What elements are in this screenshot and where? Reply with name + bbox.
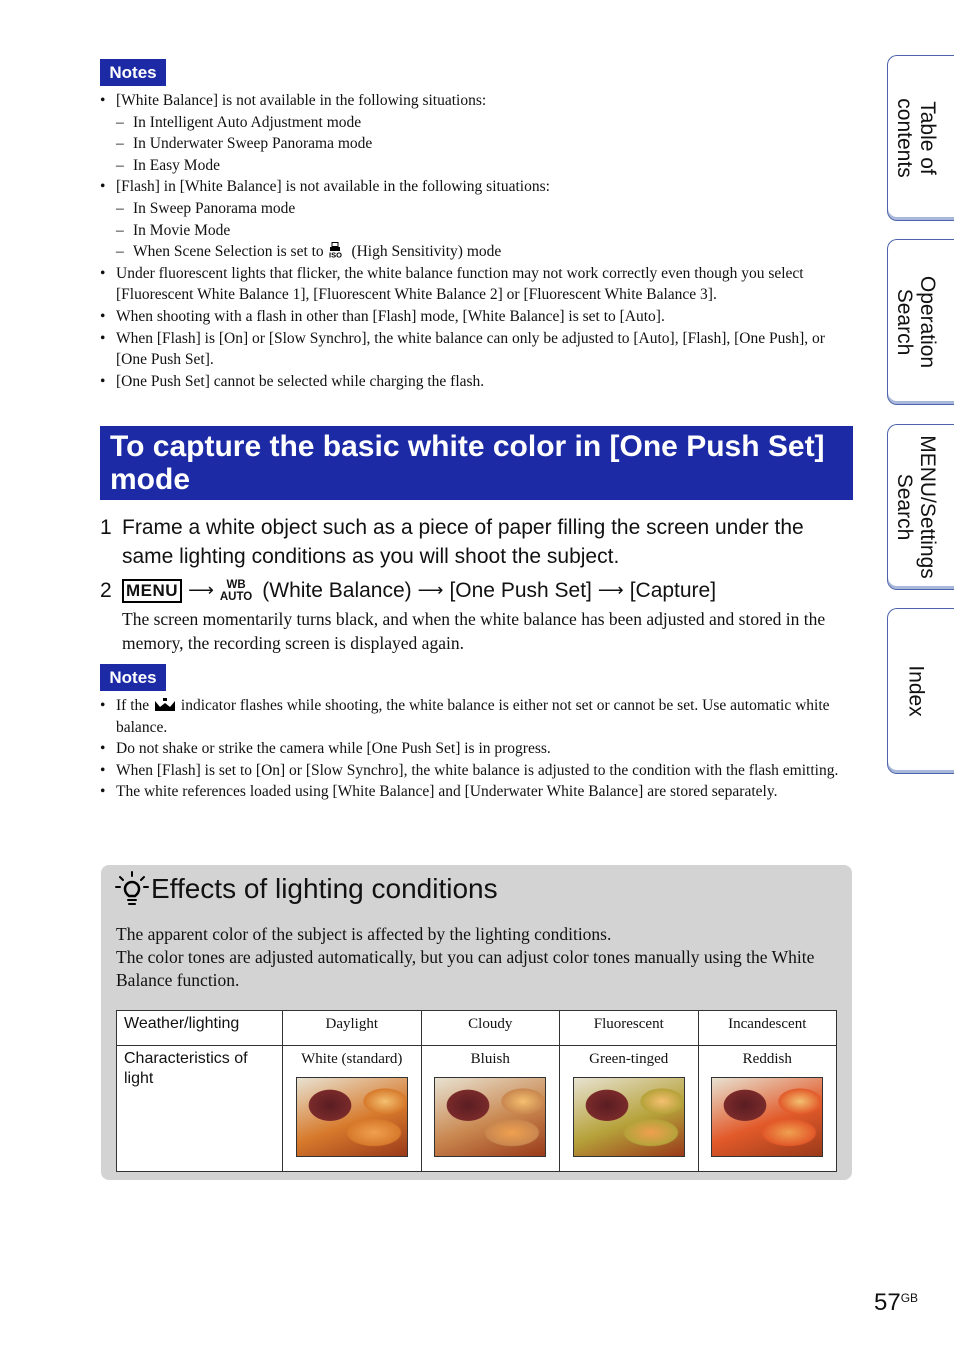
sub-list [116,198,852,263]
arrow-right-icon: ⟶ [417,580,444,600]
row-header: Characteristics of light [117,1046,283,1172]
tip-body [116,923,836,993]
step-instruction [122,576,855,605]
step-2-description: The screen momentarily turns black, and when the white balance has been adjusted and stored in the memory, the recording screen is displayed again. [122,609,826,653]
sub-text: When Scene Selection is set to [133,243,324,261]
note-text: indicator flashes while shooting, the white balance is either not set or cannot be set. Use automatic white balance. [116,697,830,736]
note-text: [Flash] in [White Balance] is not available in the following situations: [116,178,550,196]
list-item: • Do not shake or strike the camera while [One Push Set] is in progress. [100,738,852,760]
tip-box [101,865,852,1180]
sub-item: – In Movie Mode [116,220,852,242]
step-number: 1 [100,516,112,539]
tab-label: Index [904,665,928,717]
table-cell: Incandescent [698,1011,837,1046]
list-item: • When [Flash] is set to [On] or [Slow Synchro], the white balance is adjusted to the condition with the flash emitting. [100,760,852,782]
sample-photo-daylight [296,1077,408,1157]
wb-icon-top: WB [226,578,246,591]
sub-item: – In Easy Mode [116,155,852,177]
step-text: Frame a white object such as a piece of paper filling the screen under the same lighting conditions as you will shoot the subject. [122,516,804,568]
tab-index[interactable] [887,608,954,774]
sample-photo-cloudy [434,1077,546,1157]
tab-menu-settings-search[interactable] [887,424,954,590]
page-number: $57^{GB}$ [874,1289,919,1316]
table-cell [421,1046,560,1172]
wb-icon-bottom: AUTO [219,590,253,603]
sample-photo-fluorescent [573,1077,685,1157]
note-text: [White Balance] is not available in the following situations: [116,92,487,109]
sub-item: – In Intelligent Auto Adjustment mode [116,112,852,134]
list-item: • When shooting with a flash in other than [Flash] mode, [White Balance] is set to [Auto]. [100,306,852,328]
lightbulb-icon [115,871,149,909]
table-cell: Daylight [283,1011,422,1046]
list-item: • The white references loaded using [White Balance] and [Underwater White Balance] are stored separately. [100,781,852,803]
section-heading: To capture the basic white color in [One Push Set] mode [100,426,853,500]
notes-label: Notes [100,59,166,86]
table-row [117,1011,837,1046]
list-item [100,90,852,176]
step-number: 2 [100,579,112,602]
tab-label: Operation Search [893,275,939,369]
sub-list [116,112,852,177]
list-item: • When [Flash] is [On] or [Slow Synchro], the white balance can only be adjusted to [Auto], [Flash], [One Push], or [One Push Set]. [100,328,852,371]
step-1 [100,513,855,571]
tip-paragraph: The color tones are adjusted automatically, but you can adjust color tones manually using the White Balance function. [116,947,815,991]
row-header: Weather/lighting [117,1011,283,1046]
characteristic-label: White (standard) [301,1051,403,1067]
step-2 [100,576,855,605]
arrow-right-icon: ⟶ [597,580,624,600]
note-text: If the [116,697,150,714]
tip-paragraph: The apparent color of the subject is affected by the lighting conditions. [116,924,612,944]
page-suffix: GB [900,1291,919,1305]
list-item: • Under fluorescent lights that flicker, the white balance function may not work correctly even though you select [Fluorescent White Balance 1], [Fluorescent White Balance 2] or [Fluorescent White Balance 3]. [100,263,852,306]
sample-photo-incandescent [711,1077,823,1157]
menu-button-icon: MENU [122,579,182,603]
table-cell [698,1046,837,1172]
table-cell: Fluorescent [560,1011,699,1046]
table-cell: Cloudy [421,1011,560,1046]
table-row [117,1046,837,1172]
high-sensitivity-icon [328,242,348,258]
tab-label: MENU/Settings Search [893,435,939,579]
list-item [100,695,852,738]
sub-text: (High Sensitivity) mode [351,243,502,261]
notes-list-1 [100,90,852,392]
sub-item: – In Underwater Sweep Panorama mode [116,133,852,155]
table-cell [283,1046,422,1172]
sub-item [116,241,852,263]
tab-table-of-contents[interactable] [887,55,954,221]
table-cell [560,1046,699,1172]
list-item: • [One Push Set] cannot be selected while charging the flash. [100,371,852,393]
tab-operation-search[interactable] [887,239,954,405]
white-balance-indicator-icon [153,698,177,712]
list-item [100,176,852,262]
sub-item: – In Sweep Panorama mode [116,198,852,220]
lighting-table [116,1010,837,1172]
capture-label: [Capture] [629,579,717,602]
characteristic-label: Bluish [470,1051,510,1067]
characteristic-label: Green-tinged [589,1051,669,1067]
tab-label: Table of contents [893,98,939,178]
characteristic-label: Reddish [742,1051,792,1067]
arrow-right-icon: ⟶ [188,580,214,600]
one-push-set-label: [One Push Set] [449,579,592,602]
notes-label: Notes [100,664,166,691]
white-balance-label: (White Balance) [262,579,412,602]
svg-text:ISO: ISO [328,250,342,259]
notes-list-2 [100,695,852,803]
white-balance-auto-icon [220,579,252,603]
tip-title: Effects of lighting conditions [151,873,498,904]
